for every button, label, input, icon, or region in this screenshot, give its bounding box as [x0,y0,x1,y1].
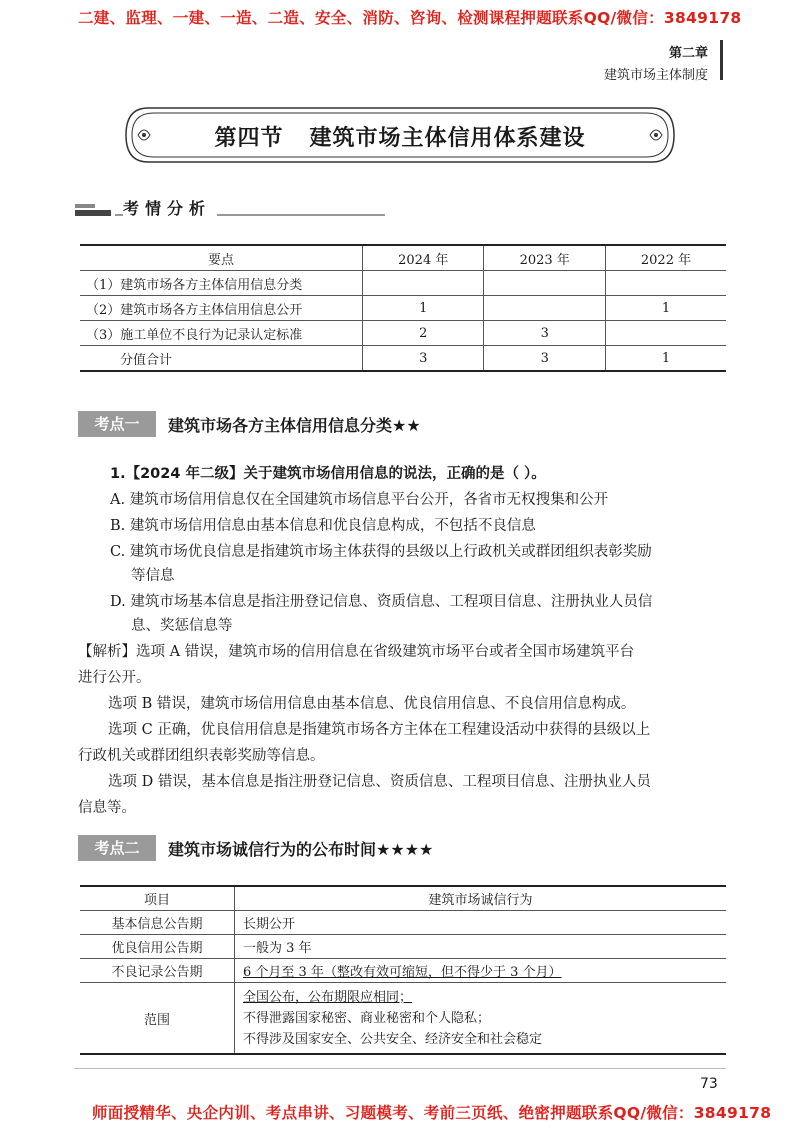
chapter-number: 第二章 [668,46,708,61]
table-header: 建筑市场诚信行为 [235,886,727,911]
table-cell: （3）施工单位不良行为记录认定标准 [80,321,363,346]
table-cell: 3 [484,321,605,346]
footer-rule [74,1068,726,1069]
exam-analysis-label: 考情分析 [123,196,217,219]
analysis-line: 【解析】选项 A 错误，建筑市场的信用信息在省级建筑市场平台或者全国市场建筑平台 [78,644,635,660]
key-point-tag: 考点一 [78,411,156,437]
option-c-cont: 等信息 [131,568,175,584]
exam-analysis-header [75,196,385,222]
analysis-line: 选项 B 错误，建筑市场信用信息由基本信息、优良信用信息、不良信用信息构成。 [108,696,636,712]
table-row [80,321,726,346]
option-d-cont: 息、奖惩信息等 [131,618,233,634]
table-header: 要点 [80,245,363,271]
analysis-line: 选项 C 正确，优良信用信息是指建筑市场各方主体在工程建设活动中获得的县级以上 [108,722,651,738]
table-cell [605,321,726,346]
table-header-row [80,886,726,911]
underlined-text: 6 个月至 3 年（整改有效可缩短，但不得少于 3 个月） [243,965,562,980]
page-number: 73 [700,1076,718,1092]
table-cell [363,271,484,296]
table-row [80,983,726,1055]
table-cell: 1 [605,296,726,321]
table-row-total [80,346,726,372]
table-header: 2023 年 [484,245,605,271]
table-cell [484,271,605,296]
scope-line: 全国公布，公布期限应相同； [243,989,413,1005]
table-cell: 3 [484,346,605,372]
key-point-2-header [78,835,518,861]
table-row [80,911,726,935]
option-b: B. 建筑市场信用信息由基本信息和优良信息构成，不包括不良信息 [110,518,536,534]
key-point-tag: 考点二 [78,835,156,861]
table-row [80,271,726,296]
key-point-title: 建筑市场各方主体信用信息分类★★ [168,416,421,435]
scope-line: 不得泄露国家秘密、商业秘密和个人隐私； [243,1010,491,1026]
table-cell: （1）建筑市场各方主体信用信息分类 [80,271,363,296]
table-cell: 一般为 3 年 [235,935,727,959]
integrity-publication-table [80,885,726,1055]
table-cell: 2 [363,321,484,346]
option-d: D. 建筑市场基本信息是指注册登记信息、资质信息、工程项目信息、注册执业人员信 [110,594,653,610]
section-title-frame [122,104,678,166]
scope-line: 不得涉及国家安全、公共安全、经济安全和社会稳定 [243,1031,543,1047]
table-header: 2022 年 [605,245,726,271]
exam-analysis-table [80,244,726,372]
key-point-title: 建筑市场诚信行为的公布时间★★★★ [168,840,434,859]
option-a: A. 建筑市场信用信息仅在全国建筑市场信息平台公开，各省市无权搜集和公开 [110,492,609,508]
table-cell [235,959,727,983]
section-title: 第四节 建筑市场主体信用体系建设 [214,126,586,151]
chapter-marker-bar [720,40,723,80]
table-cell: 3 [363,346,484,372]
question-stem: 1.【2024 年二级】关于建筑市场信用信息的说法，正确的是（ ）。 [110,466,546,482]
table-row [80,959,726,983]
table-header: 2024 年 [363,245,484,271]
analysis-line: 行政机关或群团组织表彰奖励等信息。 [78,748,325,764]
table-cell [235,983,727,1055]
analysis-line: 进行公开。 [78,670,151,686]
promo-banner-top: 二建、监理、一建、一造、二造、安全、消防、咨询、检测课程押题联系QQ/微信：3849178 [78,9,742,27]
chapter-title: 建筑市场主体制度 [603,68,708,83]
table-row [80,296,726,321]
table-cell: 分值合计 [80,346,363,372]
table-cell: 优良信用公告期 [80,935,235,959]
table-cell: 1 [605,346,726,372]
table-cell [484,296,605,321]
table-cell: 范围 [80,983,235,1055]
table-row [80,935,726,959]
table-cell: 长期公开 [235,911,727,935]
promo-banner-bottom: 师面授精华、央企内训、考点串讲、习题模考、考前三页纸、绝密押题联系QQ/微信：3849178 [92,1104,772,1122]
table-cell: （2）建筑市场各方主体信用信息公开 [80,296,363,321]
table-cell [605,271,726,296]
table-cell: 基本信息公告期 [80,911,235,935]
analysis-line: 选项 D 错误，基本信息是指注册登记信息、资质信息、工程项目信息、注册执业人员 [108,774,651,790]
option-c: C. 建筑市场优良信息是指建筑市场主体获得的县级以上行政机关或群团组织表彰奖励 [110,544,652,560]
table-cell: 不良记录公告期 [80,959,235,983]
table-header-row [80,245,726,271]
key-point-1-header [78,411,478,437]
table-cell: 1 [363,296,484,321]
analysis-line: 信息等。 [78,800,136,816]
table-header: 项目 [80,886,235,911]
